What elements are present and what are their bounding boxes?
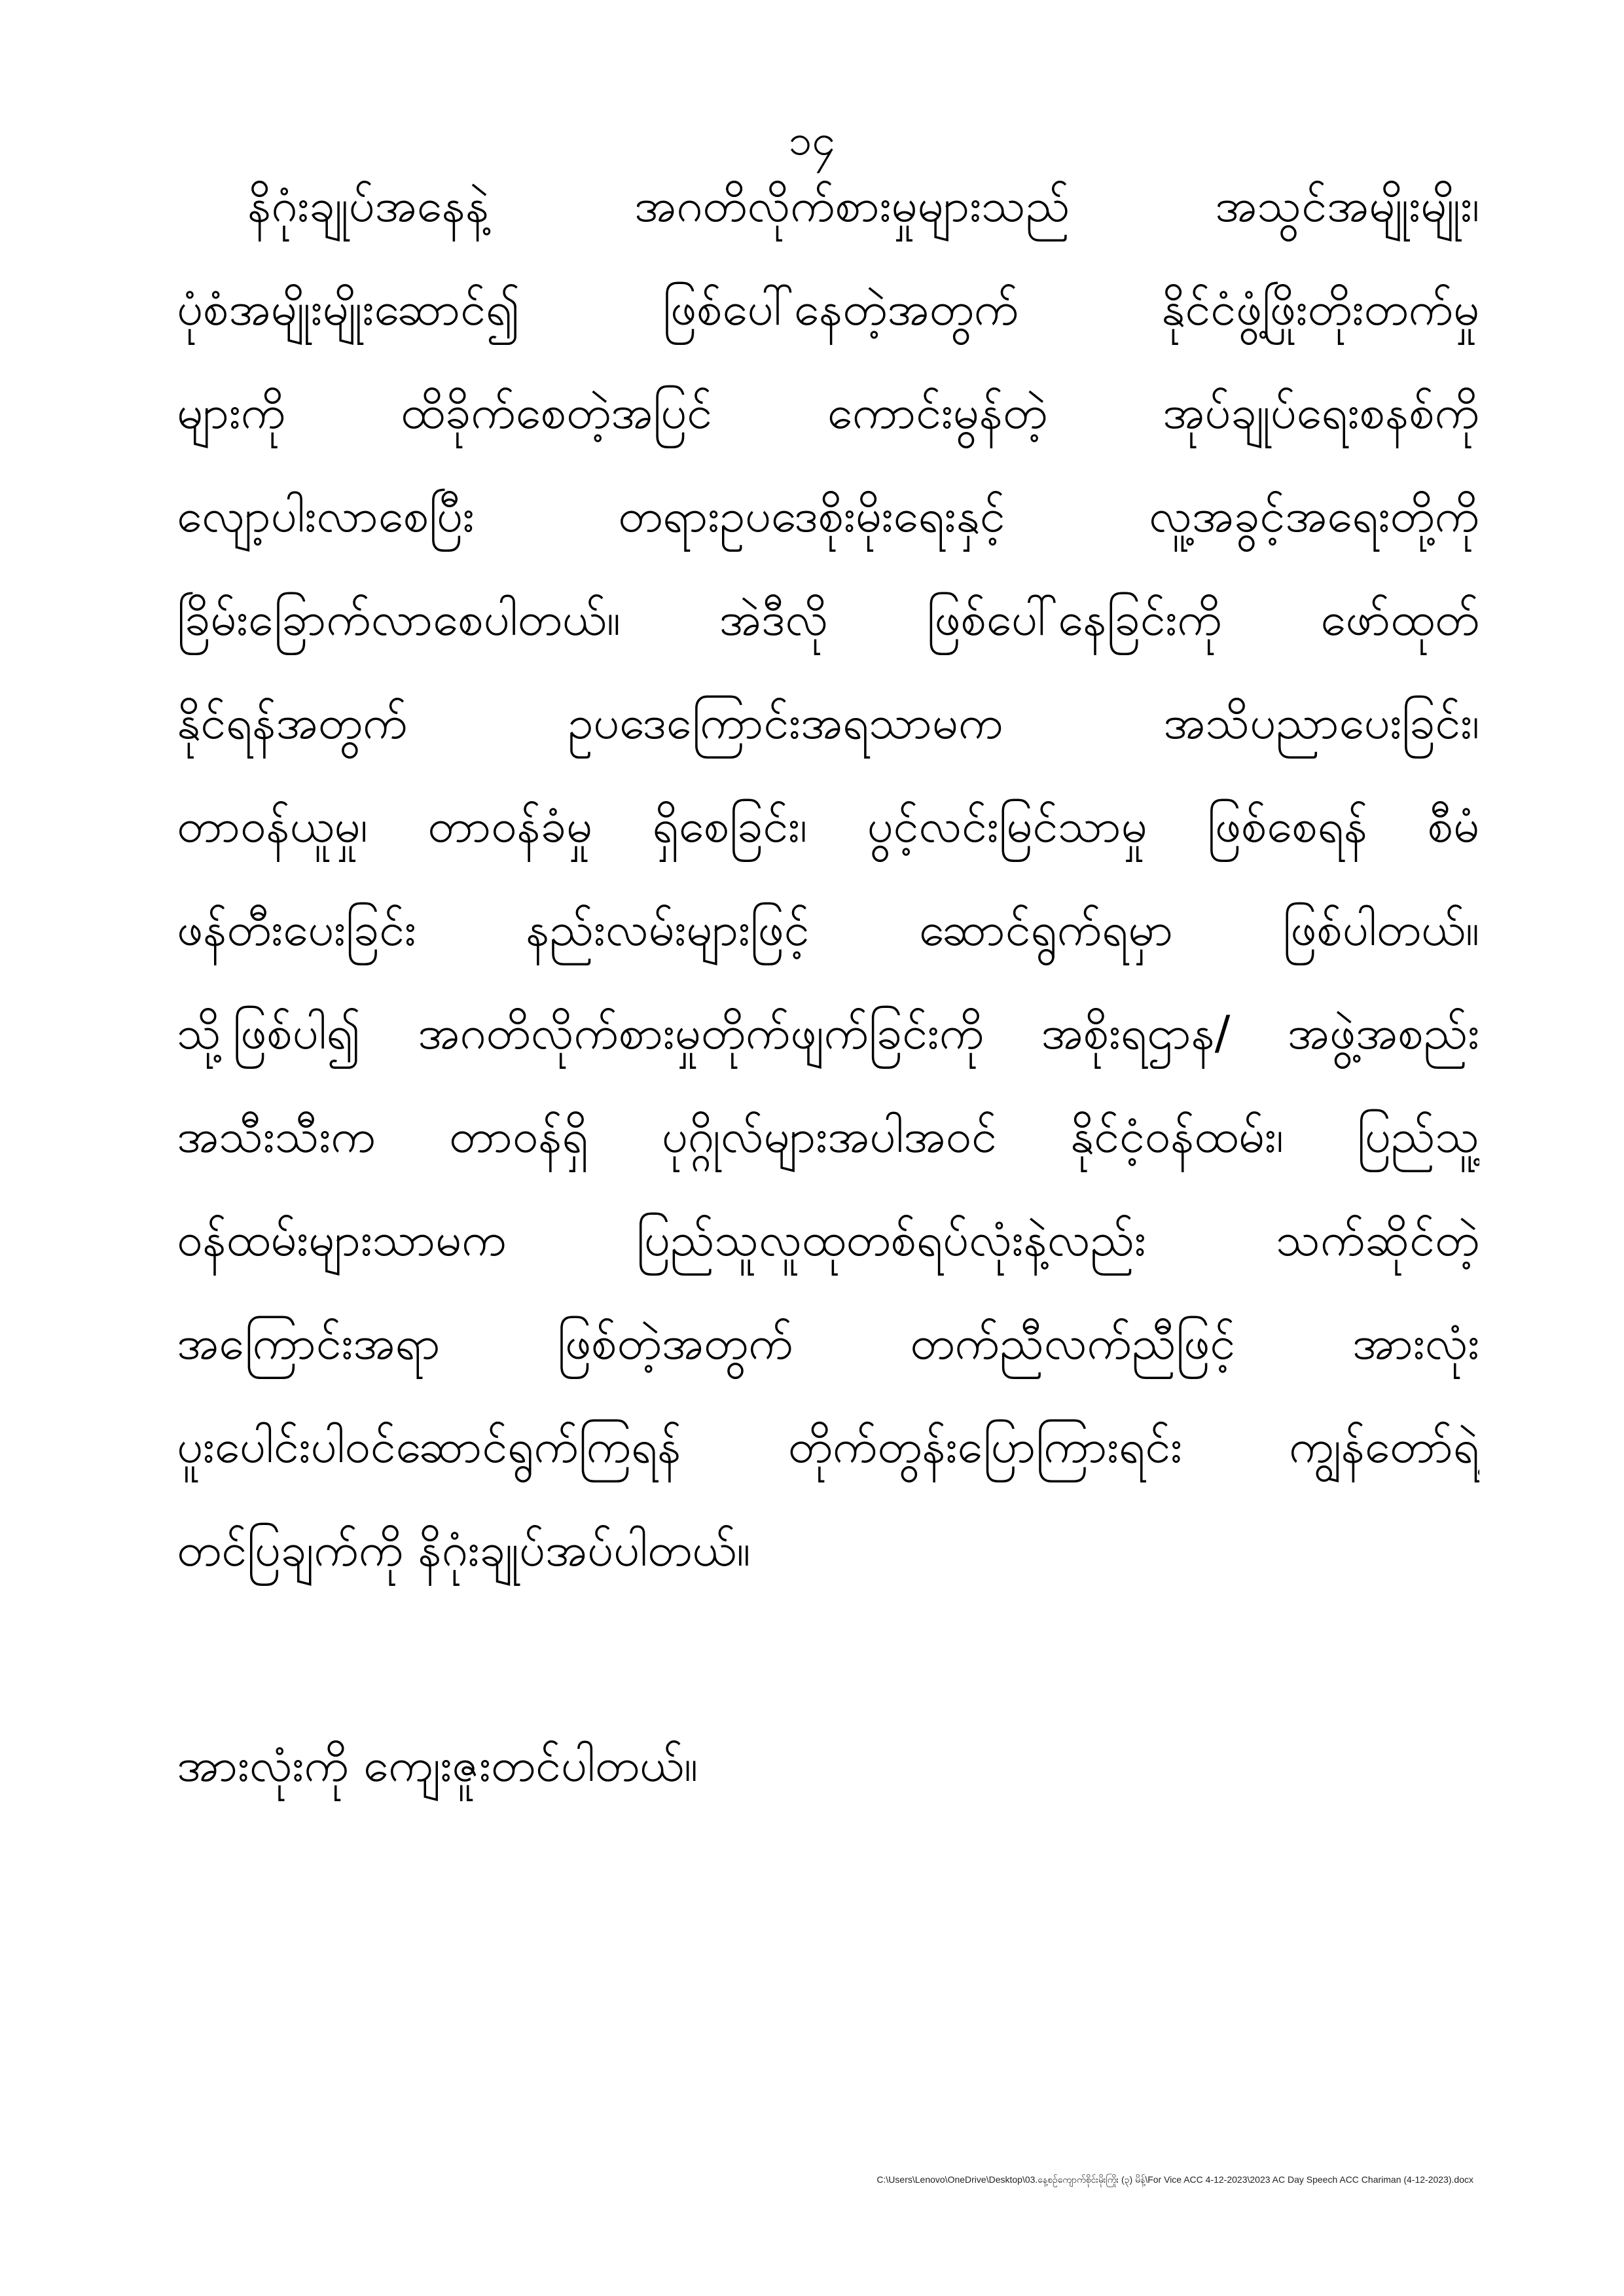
paragraph-line-13: ပူးပေါင်းပါဝင်ဆောင်ရွက်ကြရန် တိုက်တွန်းပြောကြားရင်း ကျွန်တော်ရဲ့	[177, 1420, 1479, 1473]
paragraph-line-9: သို့ဖြစ်ပါ၍ အဂတိလိုက်စားမှုတိုက်ဖျက်ခြင်းကို အစိုးရဌာန/ အဖွဲ့အစည်း	[177, 1006, 1479, 1060]
footer-file-path: C:\Users\Lenovo\OneDrive\Desktop\03.နေ့စဉ်ကျောက်စိုင်းမိုးကြိုး (၃) မိန့်\For Vice ACC 4-12-2023\2023 AC Day Speech ACC Chariman (4-12-2023).docx	[876, 2174, 1473, 2185]
speech-paragraph	[177, 154, 1479, 1602]
closing-line: အားလုံးကို ကျေးဇူးတင်ပါတယ်။	[177, 1738, 698, 1792]
page-number: ၁၄	[788, 117, 836, 165]
paragraph-line-14: တင်ပြချက်ကို နိဂုံးချုပ်အပ်ပါတယ်။	[177, 1523, 751, 1577]
paragraph-line-11: ဝန်ထမ်းများသာမက ပြည်သူလူထုတစ်ရပ်လုံးနဲ့လည်း သက်ဆိုင်တဲ့	[177, 1213, 1479, 1266]
paragraph-line-5: ခြိမ်းခြောက်လာစေပါတယ်။ အဲဒီလို ဖြစ်ပေါ်နေခြင်းကို ဖော်ထုတ်	[177, 592, 1479, 646]
paragraph-line-10: အသီးသီးက တာဝန်ရှိ ပုဂ္ဂိုလ်များအပါအဝင် နိုင်ငံ့ဝန်ထမ်း၊ ပြည်သူ့	[177, 1109, 1479, 1163]
paragraph-line-7: တာဝန်ယူမှု၊ တာဝန်ခံမှု ရှိစေခြင်း၊ ပွင့်လင်းမြင်သာမှု ဖြစ်စေရန် စီမံ	[177, 799, 1479, 853]
paragraph-line-2: ပုံစံအမျိုးမျိုးဆောင်၍ ဖြစ်ပေါ်နေတဲ့အတွက် နိုင်ငံဖွံ့ဖြိုးတိုးတက်မှု	[177, 282, 1479, 336]
paragraph-line-8: ဖန်တီးပေးခြင်း နည်းလမ်းများဖြင့် ဆောင်ရွက်ရမှာ ဖြစ်ပါတယ်။	[177, 903, 1479, 956]
paragraph-line-1: နိဂုံးချုပ်အနေနဲ့ အဂတိလိုက်စားမှုများသည် အသွင်အမျိုးမျိုး၊	[247, 179, 1479, 232]
paragraph-line-3: များကို ထိခိုက်စေတဲ့အပြင် ကောင်းမွန်တဲ့ အုပ်ချုပ်ရေးစနစ်ကို	[177, 386, 1479, 439]
paragraph-line-12: အကြောင်းအရာ ဖြစ်တဲ့အတွက် တက်ညီလက်ညီဖြင့် အားလုံး	[177, 1316, 1479, 1370]
paragraph-line-6: နိုင်ရန်အတွက် ဥပဒေကြောင်းအရသာမက အသိပညာပေးခြင်း၊	[177, 696, 1479, 749]
paragraph-line-4: လျော့ပါးလာစေပြီး တရားဥပဒေစိုးမိုးရေးနှင့် လူ့အခွင့်အရေးတို့ကို	[177, 489, 1479, 543]
